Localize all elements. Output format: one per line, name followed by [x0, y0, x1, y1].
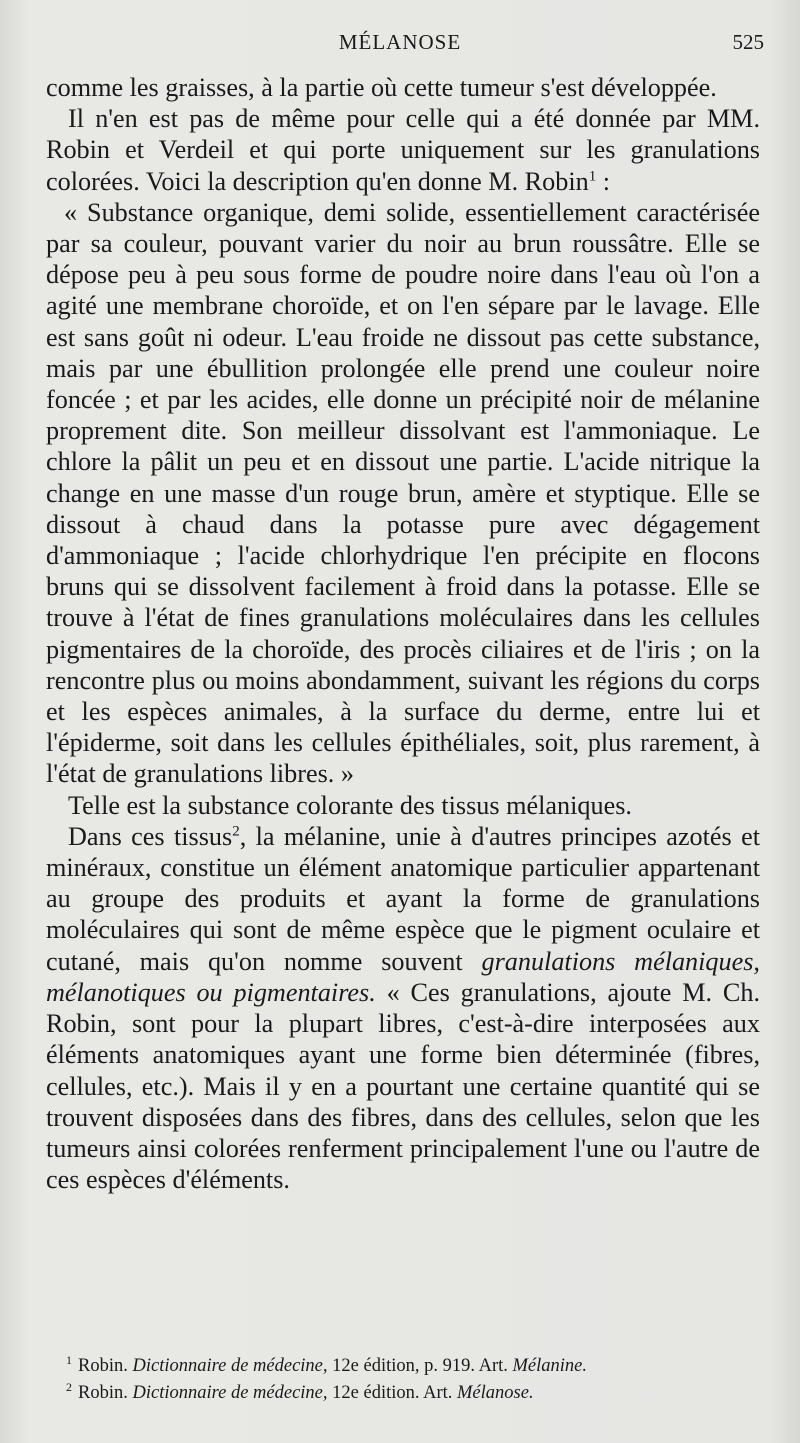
footnote-1 [66, 1353, 766, 1380]
paragraph-2 [46, 103, 760, 197]
page-header [0, 30, 800, 64]
footnotes [66, 1353, 766, 1407]
paragraph-5 [46, 821, 760, 1195]
paragraph-5-text-c: « Ces granulations, ajoute M. Ch. Robin, sont pour la plupart libres, c'est-à-dire interposées aux éléments anatomiques ayant une forme bien déterminée (fibres, cellules, etc.). Mais il y en a pourtant une certaine quantité qui se trouvent disposées dans des fibres, dans des cellules, selon que les tumeurs ainsi colorées renferment principalement l'une ou l'autre de ces espèces d'éléments. [46, 977, 760, 1195]
footnote-1-work: Dictionnaire de médecine, [132, 1356, 328, 1376]
paragraph-2-text: Il n'en est pas de même pour celle qui a été donnée par MM. Robin et Verdeil et qui porte uniquement sur les granulations colorées. Voici la description qu'en donne M. Robin [46, 104, 760, 196]
footnote-1-edition: 12e édition, p. 919. Art. [332, 1356, 508, 1376]
quotation-text: « Substance organique, demi solide, essentiellement caractérisée par sa couleur, pouvant varier du noir au brun roussâtre. Elle se dépose peu à peu sous forme de poudre noire dans l'eau où l'on a agité une membrane choroïde, et on l'en sépare par le lavage. Elle est sans goût ni odeur. L'eau froide ne dissout pas cette substance, mais par une ébullition prolongée elle prend une couleur noire foncée ; et par les acides, elle donne un précipité noir de mélanine proprement dite. Son meilleur dissolvant est l'ammoniaque. Le chlore la pâlit un peu et en dissout une partie. L'acide nitrique la change en une masse d'un rouge brun, amère et styptique. Elle se dissout à chaud dans la potasse pure avec dégagement d'ammoniaque ; l'acide chlorhydrique l'en précipite en flocons bruns qui se dissolvent facilement à froid dans la potasse. Elle se trouve à l'état de fines granulations moléculaires dans les cellules pigmentaires de la choroïde, des procès ciliaires et de l'iris ; on la rencontre plus ou moins abondamment, suivant les régions du corps et les espèces animales, à la surface du derme, entre lui et l'épiderme, soit dans les cellules épithéliales, soit, plus rarement, à l'état de granulations libres. » [46, 197, 760, 789]
footnote-2-article: Mélanose. [457, 1383, 534, 1403]
footnote-2-mark: 2 [66, 1379, 72, 1394]
footnote-2-edition: 12e édition. Art. [332, 1383, 453, 1403]
paragraph-1 [46, 72, 760, 103]
page-number: 525 [732, 30, 764, 54]
paragraph-4-text: Telle est la substance colorante des tissus mélaniques. [68, 790, 632, 820]
paragraph-1-text: comme les graisses, à la partie où cette tumeur s'est développée. [46, 73, 717, 102]
footnote-2-author: Robin. [78, 1383, 128, 1403]
body-text [46, 72, 760, 1195]
footnote-2-work: Dictionnaire de médecine, [132, 1383, 328, 1403]
paragraph-5-text-b: , la mélanine, unie à d'autres principes azotés et minéraux, constitue un élément anatomique particulier appartenant au groupe des produits et ayant la forme de granulations moléculaires qui sont de même espèce que le pigment oculaire et cutané, mais qu'on nomme souvent [46, 821, 760, 976]
paragraph-5-italic-terms: granulations mélaniques, mélanotiques ou pigmentaires. [46, 946, 760, 1007]
paragraph-5-text-a: Dans ces tissus [68, 821, 233, 851]
paragraph-4 [46, 790, 760, 821]
paragraph-2-colon: : [596, 166, 611, 196]
footnote-ref-1: 1 [588, 167, 597, 184]
quotation-paragraph [46, 197, 760, 790]
footnote-1-article: Mélanine. [512, 1356, 588, 1376]
footnote-ref-2: 2 [232, 823, 240, 840]
footnote-2 [66, 1380, 766, 1407]
running-head: MÉLANOSE [338, 30, 462, 54]
footnote-1-mark: 1 [66, 1352, 72, 1367]
footnote-1-author: Robin. [78, 1356, 128, 1376]
